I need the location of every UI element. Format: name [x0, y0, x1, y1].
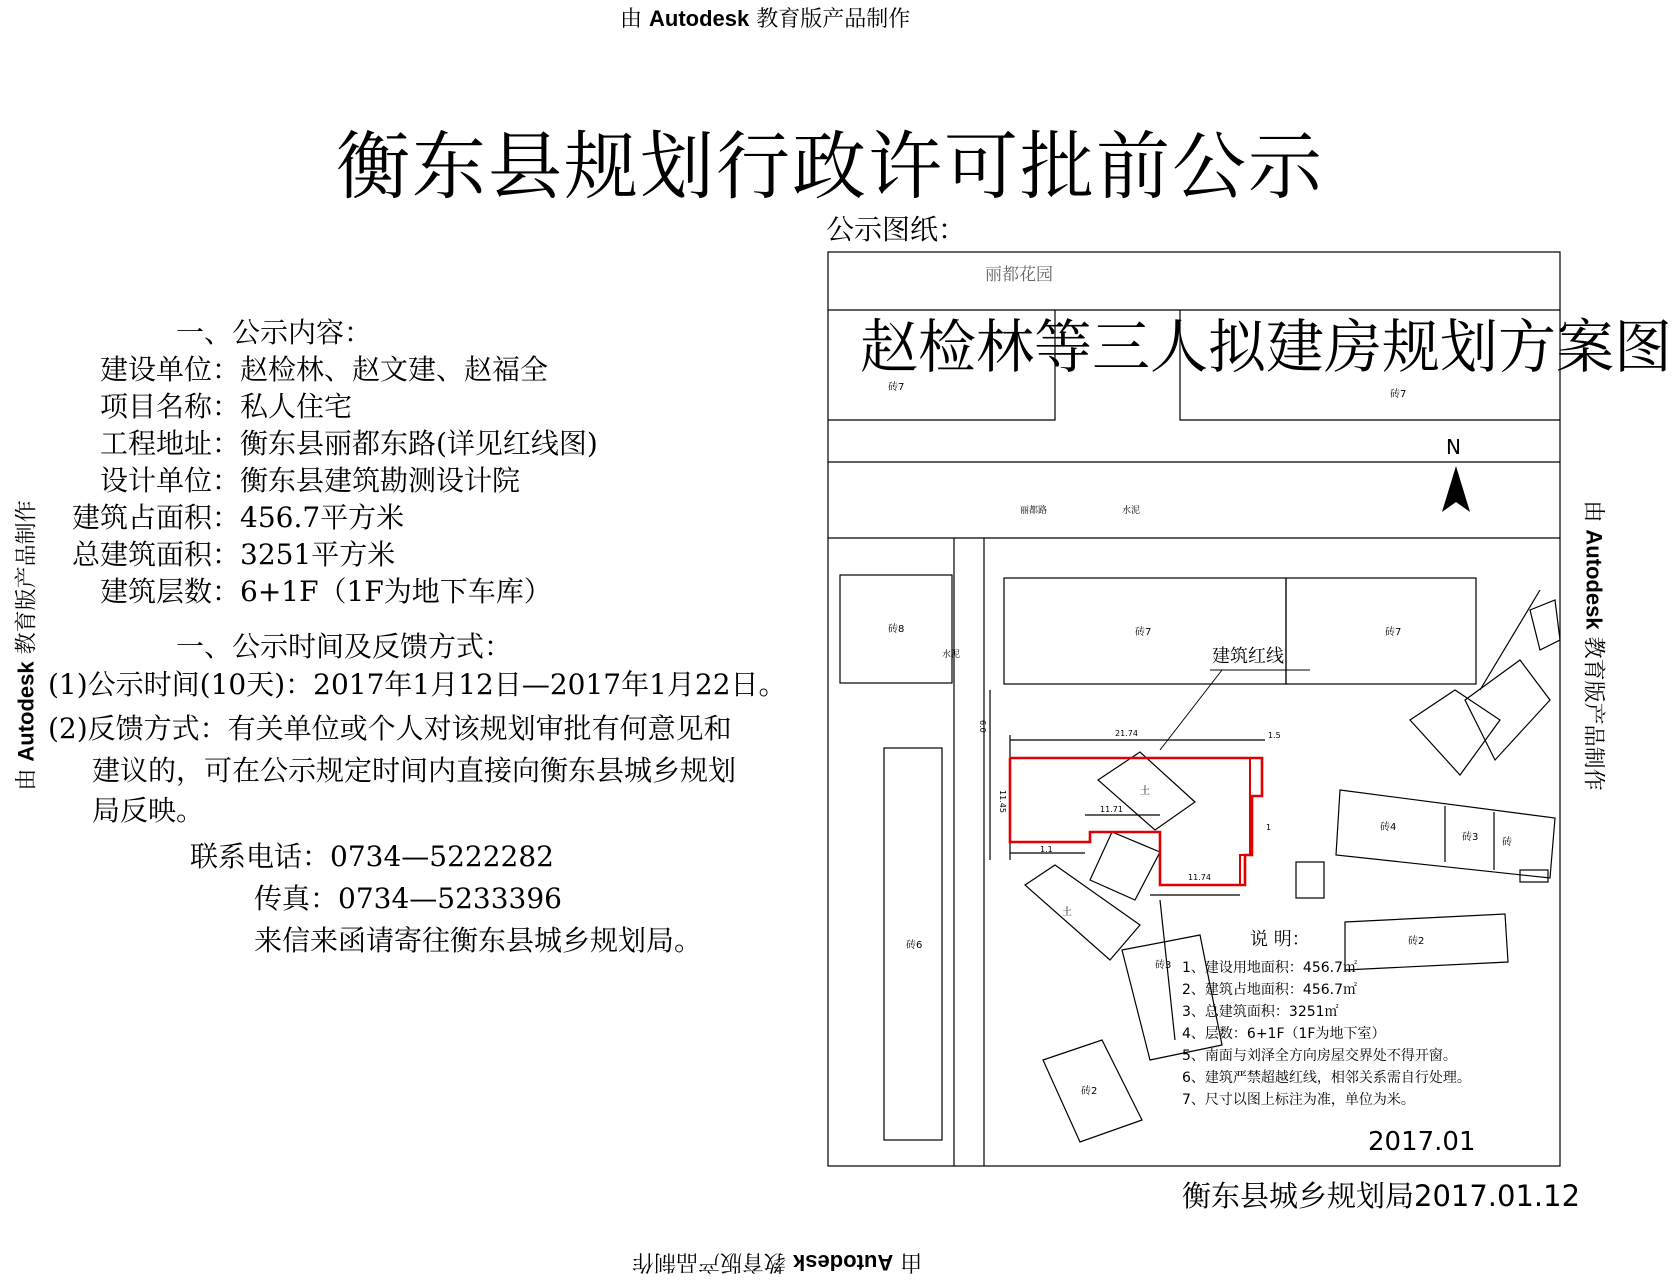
info-value: 6+1F（1F为地下车库）: [240, 575, 552, 608]
park-label: 丽都花园: [985, 265, 1053, 285]
building-outline: [1296, 862, 1324, 898]
dimension-label: 1: [1266, 823, 1272, 832]
road-surface-label: 水泥: [1122, 506, 1141, 516]
note-line: 2、建筑占地面积：456.7㎡: [1182, 982, 1357, 998]
note-line: 3、总建筑面积：3251㎡: [1182, 1004, 1339, 1020]
info-label: 设计单位：: [99, 464, 240, 497]
plan-title: 赵检林等三人拟建房规划方案图: [860, 313, 1672, 381]
info-row: [30, 499, 404, 536]
feedback-line: 建议的，可在公示规定时间内直接向衡东县城乡规划: [92, 754, 737, 787]
publicity-time: (1)公示时间(10天)：2017年1月12日—2017年1月22日。: [48, 668, 787, 701]
watermark-brand: Autodesk: [649, 6, 750, 31]
building-label: 土: [1140, 786, 1150, 797]
site-plan-drawing: [826, 250, 1560, 1170]
dimension-label: 1.1: [1040, 845, 1053, 854]
info-value: 3251平方米: [240, 538, 396, 571]
info-label: 工程地址：: [99, 427, 240, 460]
watermark-brand: Autodesk: [13, 661, 39, 762]
building-outline: [1345, 914, 1508, 970]
plan-date: 2017.01: [1368, 1127, 1476, 1157]
building-outline: [1465, 660, 1550, 760]
info-row: [30, 462, 520, 499]
watermark-prefix: 由: [620, 7, 643, 32]
dimension-label: 6.0: [978, 720, 987, 733]
note-line: 6、建筑严禁超越红线，相邻关系需自行处理。: [1182, 1070, 1471, 1086]
road-surface-label: 水泥: [942, 650, 961, 660]
building-label: 砖2: [1081, 1086, 1098, 1097]
info-value: 赵检林、赵文建、赵福全: [240, 353, 549, 386]
note-line: 1、建设用地面积：456.7㎡: [1182, 960, 1357, 976]
watermark-prefix: 由: [900, 1249, 923, 1274]
info-label: 建筑层数：: [99, 575, 240, 608]
watermark-brand: Autodesk: [793, 1250, 894, 1275]
road-label: 丽都路: [1020, 506, 1048, 516]
contact-phone: 联系电话：0734—5222282: [190, 840, 554, 873]
building-label: 砖6: [906, 940, 923, 951]
info-row: [30, 573, 552, 610]
building-label: 砖8: [888, 624, 905, 635]
feedback-line: (2)反馈方式：有关单位或个人对该规划审批有何意见和: [48, 712, 732, 745]
dimension-label: 11.71: [1100, 805, 1123, 814]
watermark-prefix: 由: [1580, 500, 1606, 523]
note-line: 5、南面与刘泽全方向房屋交界处不得开窗。: [1182, 1048, 1457, 1064]
building-label: 砖4: [1380, 822, 1397, 833]
note-line: 7、尺寸以图上标注为准，单位为米。: [1182, 1092, 1415, 1108]
contact-mail: 来信来函请寄往衡东县城乡规划局。: [254, 924, 703, 957]
info-row: [30, 536, 395, 573]
info-label: 项目名称：: [99, 390, 240, 423]
info-label: 建筑占面积：: [71, 501, 240, 534]
building-label: 砖7: [888, 382, 905, 393]
info-label: 总建筑面积：: [71, 538, 240, 571]
building-label: 砖3: [1155, 960, 1172, 971]
building-redline: [1010, 758, 1262, 885]
section2-heading: 一、公示时间及反馈方式：: [176, 630, 513, 663]
drawing-caption: 公示图纸：: [826, 213, 967, 246]
building-label: 砖3: [1462, 832, 1479, 843]
building-label: 砖7: [1390, 389, 1407, 400]
info-row: [30, 351, 548, 388]
building-outline: [1090, 832, 1160, 900]
watermark-suffix: 教育版产品制作: [14, 500, 40, 655]
watermark-suffix: 教育版产品制作: [756, 7, 911, 32]
redline-label: 建筑红线: [1212, 646, 1284, 667]
info-row: [30, 388, 352, 425]
building-label: 砖7: [1135, 627, 1152, 638]
watermark-right: [1580, 436, 1611, 856]
info-value: 私人住宅: [240, 390, 353, 423]
watermark-bottom: [632, 1248, 922, 1279]
page-title: 衡东县规划行政许可批前公示: [336, 124, 1324, 210]
dimension-label: 11.74: [1188, 873, 1211, 882]
contact-fax: 传真：0734—5233396: [254, 882, 562, 915]
north-label: N: [1446, 435, 1461, 459]
watermark-prefix: 由: [14, 768, 40, 791]
redline-leader: [1160, 670, 1222, 750]
watermark-suffix: 教育版产品制作: [1580, 636, 1606, 791]
building-label: 砖7: [1385, 627, 1402, 638]
building-outline: [1410, 690, 1500, 775]
feedback-line: 局反映。: [92, 794, 205, 827]
watermark-top: [620, 2, 910, 33]
watermark-brand: Autodesk: [1581, 529, 1607, 630]
notes-heading: 说 明：: [1250, 929, 1310, 950]
info-value: 456.7平方米: [240, 501, 405, 534]
north-arrow-icon: [1442, 466, 1470, 512]
building-outline: [1025, 865, 1140, 960]
dimension-label: 1.5: [1268, 731, 1281, 740]
building-label: 土: [1062, 907, 1072, 918]
info-value: 衡东县丽都东路(详见红线图): [240, 427, 598, 460]
building-label: 砖2: [1408, 936, 1425, 947]
dimension-label: 21.74: [1115, 729, 1138, 738]
building-label: 砖: [1502, 837, 1512, 848]
info-row: [30, 425, 598, 462]
issuer-stamp: 衡东县城乡规划局2017.01.12: [1182, 1179, 1581, 1213]
watermark-suffix: 教育版产品制作: [632, 1249, 787, 1274]
building-outline: [1530, 600, 1560, 650]
info-label: 建设单位：: [99, 353, 240, 386]
info-value: 衡东县建筑勘测设计院: [240, 464, 521, 497]
section1-heading: 一、公示内容：: [176, 316, 373, 349]
dimension-label: 11.45: [998, 790, 1007, 813]
note-line: 4、层数：6+1F（1F为地下室）: [1182, 1026, 1386, 1042]
building-outline: [1286, 578, 1476, 684]
